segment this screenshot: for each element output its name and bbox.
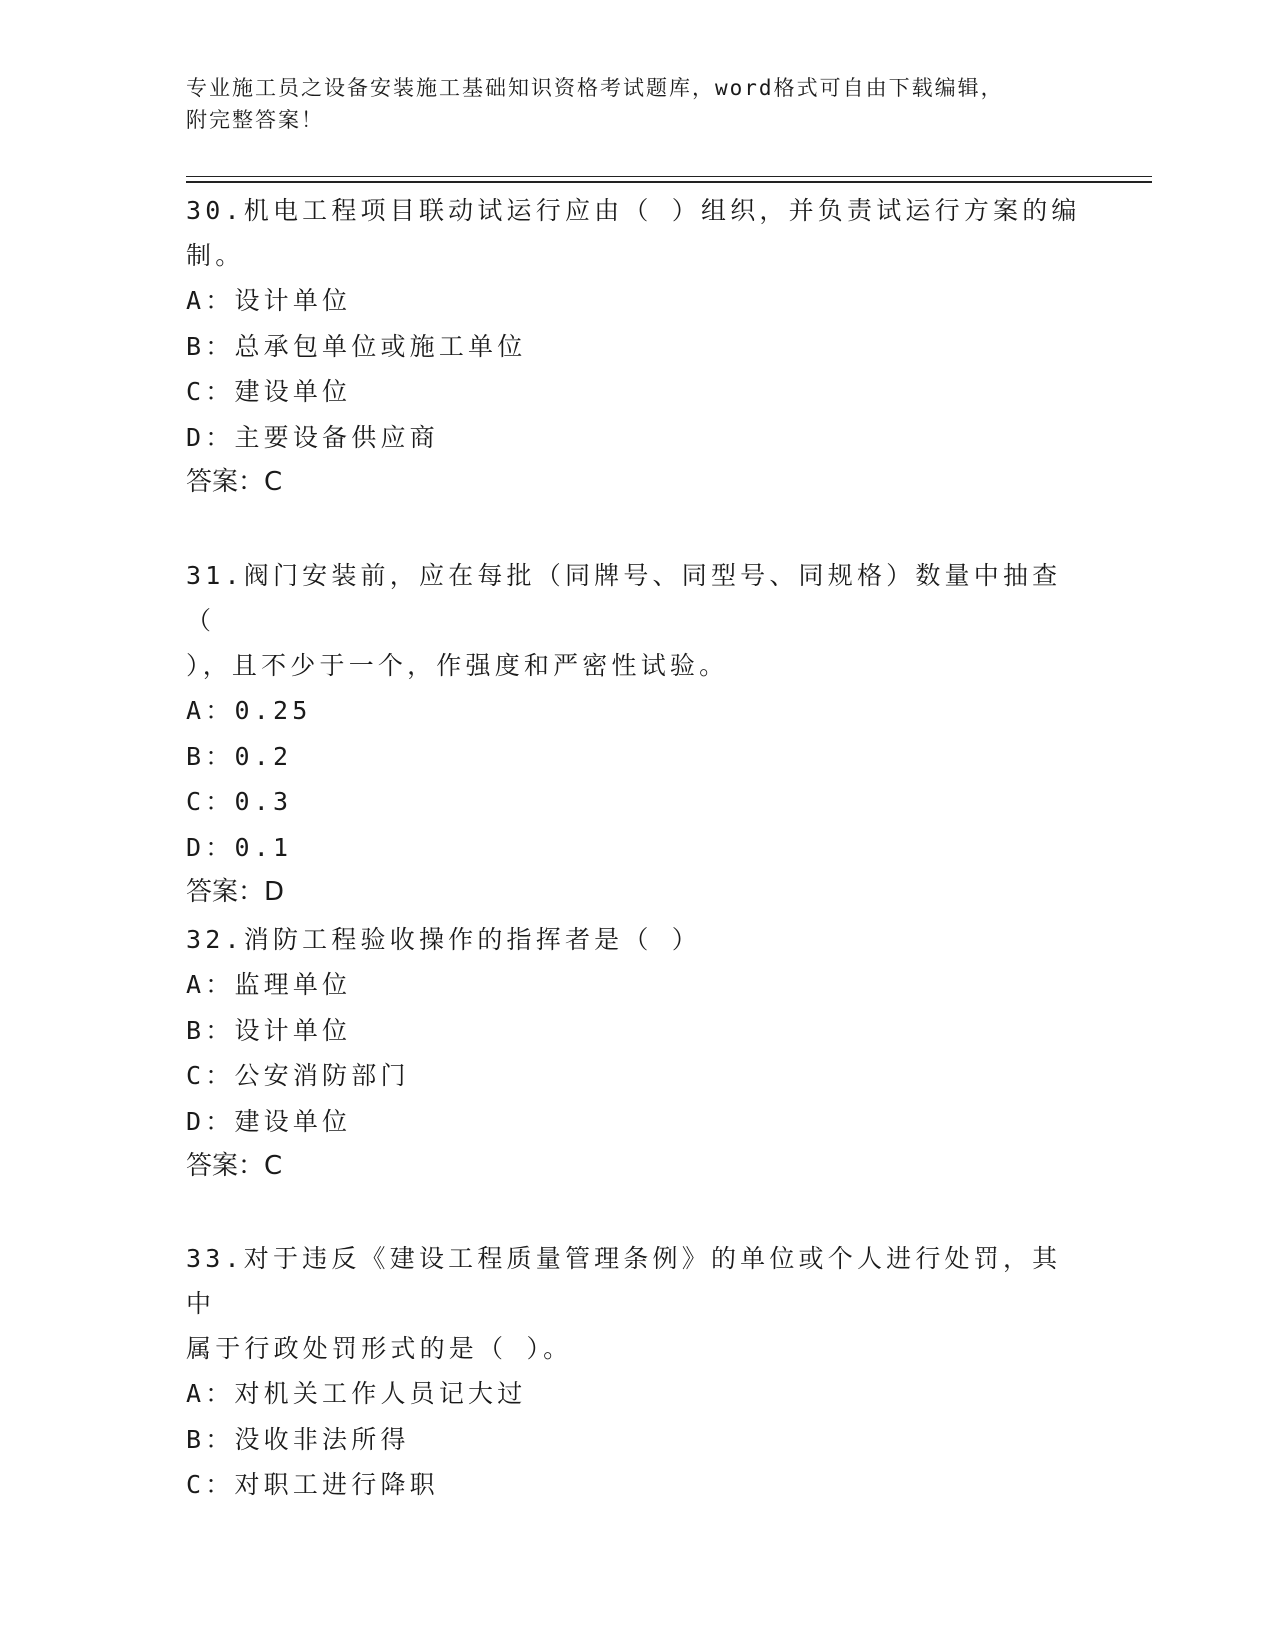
option-a: A：0.25: [186, 696, 312, 725]
option-c: C：公安消防部门: [186, 1061, 410, 1090]
question-stem-line: 33.对于违反《建设工程质量管理条例》的单位或个人进行处罚，其中: [186, 1244, 1062, 1318]
option-a: A：对机关工作人员记大过: [186, 1379, 527, 1408]
question-stem-line: 31.阀门安装前，应在每批（同牌号、同型号、同规格）数量中抽查（: [186, 561, 1062, 635]
header-line-2: 附完整答案！: [186, 108, 324, 132]
question-30: [186, 188, 1086, 505]
header-divider-thick: [186, 181, 1152, 183]
option-d: D：主要设备供应商: [186, 422, 439, 452]
option-b: B：0.2: [186, 741, 293, 771]
question-stem-line: 32.消防工程验收操作的指挥者是（ ）: [186, 925, 702, 954]
header-line-1: 专业施工员之设备安装施工基础知识资格考试题库，word格式可自由下载编辑，: [186, 76, 1004, 100]
option-b: B：没收非法所得: [186, 1424, 410, 1454]
question-stem-line: 属于行政处罚形式的是（ ）。: [186, 1334, 573, 1363]
option-c: C：0.3: [186, 787, 293, 816]
question-stem-line: 制。: [186, 241, 245, 270]
question-32: [186, 917, 1086, 1189]
option-c: C：建设单位: [186, 377, 352, 406]
question-stem-line: 30.机电工程项目联动试运行应由（ ）组织，并负责试运行方案的编: [186, 196, 1081, 225]
question-31: [186, 553, 1086, 915]
answer-line: 答案：C: [186, 467, 283, 497]
option-a: A：监理单位: [186, 970, 352, 999]
answer-line: 答案：D: [186, 877, 285, 907]
option-b: B：总承包单位或施工单位: [186, 331, 527, 361]
header-divider-thin: [186, 176, 1152, 177]
question-stem-line: ），且不少于一个，作强度和严密性试验。: [186, 651, 729, 680]
question-33: [186, 1236, 1086, 1508]
answer-line: 答案：C: [186, 1151, 283, 1181]
option-d: D：0.1: [186, 832, 293, 862]
document-header: [186, 72, 1066, 136]
option-c: C：对职工进行降职: [186, 1470, 439, 1499]
option-a: A：设计单位: [186, 286, 352, 315]
option-d: D：建设单位: [186, 1106, 352, 1136]
option-b: B：设计单位: [186, 1015, 352, 1045]
